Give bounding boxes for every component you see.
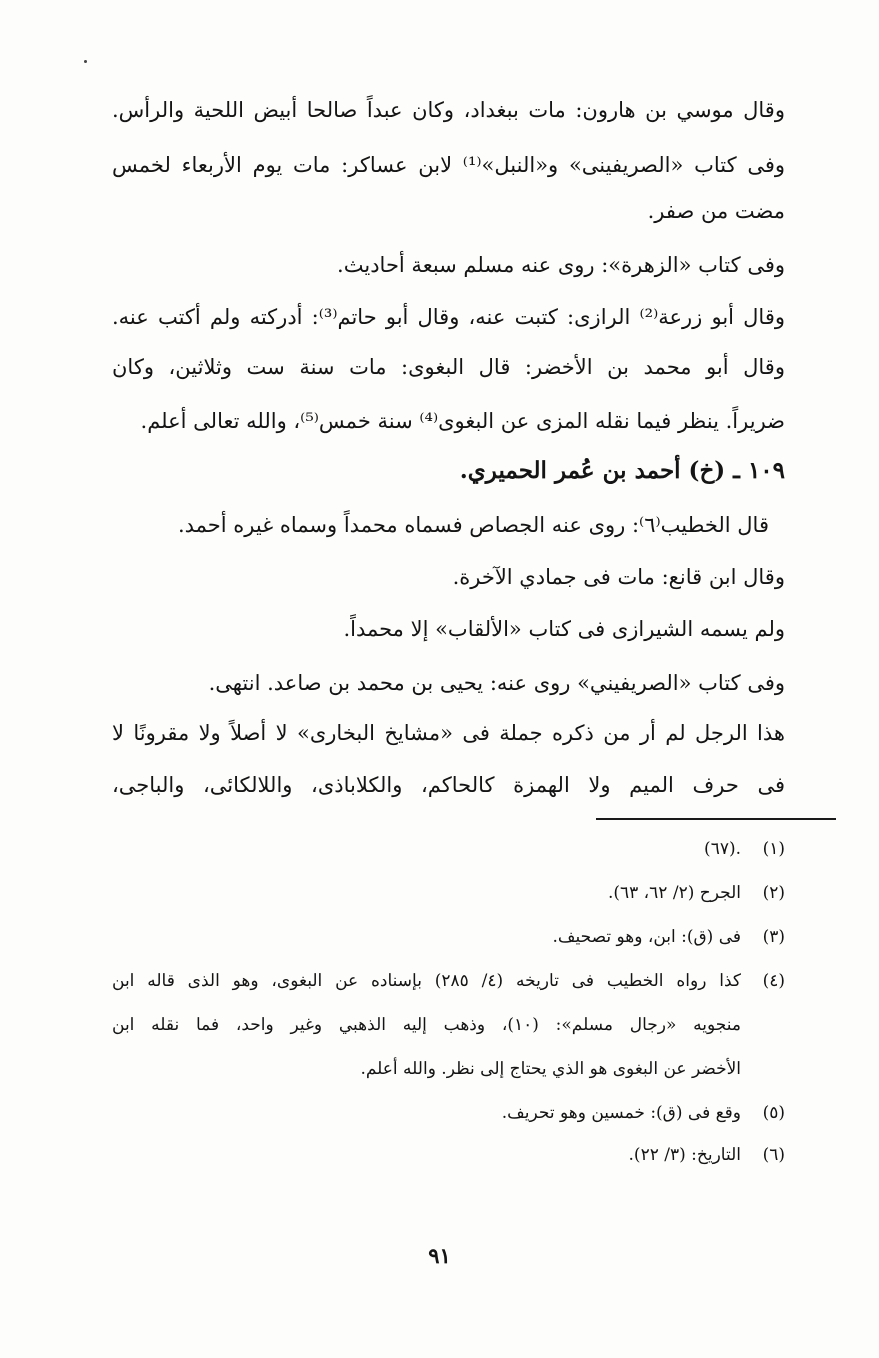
body-line-11: ولم يسمه الشيرازى فى كتاب «الألقاب» إلا محمداً.: [343, 617, 785, 641]
page-number: ٩١: [428, 1243, 451, 1268]
footnote-separator: [596, 818, 836, 820]
footnote-text-4-line-3: الأخضر عن البغوى هو الذي يحتاج إلى نظر. والله أعلم.: [360, 1059, 741, 1079]
footnote-number-2: (٢): [762, 883, 785, 903]
footnote-number-4: (٤): [762, 971, 785, 991]
body-line-10: وقال ابن قانع: مات فى جمادي الآخرة.: [452, 565, 785, 589]
footnote-number-3: (٣): [762, 927, 785, 947]
body-line-5: وقال أبو زرعة⁽²⁾ الرازى: كتبت عنه، وقال أبو حاتم⁽³⁾: أدركته ولم أكتب عنه.: [112, 305, 786, 329]
footnote-text-6: التاريخ: (٣/ ٢٢).: [628, 1145, 741, 1165]
body-line-4: وفى كتاب «الزهرة»: روى عنه مسلم سبعة أحاديث.: [337, 253, 785, 277]
footnote-number-1: (١): [762, 839, 785, 859]
body-line-1: وقال موسي بن هارون: مات ببغداد، وكان عبداً صالحا أبيض اللحية والرأس.: [112, 98, 785, 122]
footnote-number-6: (٦): [762, 1145, 785, 1165]
body-line-2: وفى كتاب «الصريفينى» و«النبل»⁽¹⁾ لابن عساكر: مات يوم الأربعاء لخمس: [112, 153, 785, 177]
entry-heading: ١٠٩ ـ (خ) أحمد بن عُمر الحميري.: [459, 457, 785, 484]
body-line-14: فى حرف الميم ولا الهمزة كالحاكم، والكلاباذى، واللالكائى، والباجى،: [112, 773, 785, 797]
footnote-number-5: (٥): [762, 1103, 785, 1123]
footnote-text-2: الجرح (٢/ ٦٢، ٦٣).: [607, 883, 741, 903]
body-line-3: مضت من صفر.: [647, 199, 785, 223]
footnote-text-1: .(٦٧): [704, 839, 741, 859]
ink-speck: [84, 60, 87, 63]
footnote-text-4-line-2: منجويه «رجال مسلم»: (١٠)، وذهب إليه الذهبي وغير واحد، فما نقله ابن: [112, 1015, 741, 1035]
body-line-9: قال الخطيب⁽٦⁾: روى عنه الجصاص فسماه محمداً وسماه غيره أحمد.: [177, 513, 769, 537]
footnote-text-3: فى (ق): ابن، وهو تصحيف.: [552, 927, 741, 947]
footnote-text-5: وقع فى (ق): خمسين وهو تحريف.: [501, 1103, 741, 1123]
footnote-text-4-line-1: كذا رواه الخطيب فى تاريخه (٤/ ٢٨٥) بإسناده عن البغوى، وهو الذى قاله ابن: [112, 971, 741, 991]
body-line-6: وقال أبو محمد بن الأخضر: قال البغوى: مات سنة ست وثلاثين، وكان: [112, 355, 785, 379]
body-line-13: هذا الرجل لم أر من ذكره جملة فى «مشايخ البخارى» لا أصلاً ولا مقرونًا لا: [112, 721, 785, 745]
body-line-7: ضريراً. ينظر فيما نقله المزى عن البغوى⁽⁴⁾ سنة خمس⁽⁵⁾، والله تعالى أعلم.: [140, 409, 785, 433]
body-line-12: وفى كتاب «الصريفيني» روى عنه: يحيى بن محمد بن صاعد. انتهى.: [208, 671, 785, 695]
